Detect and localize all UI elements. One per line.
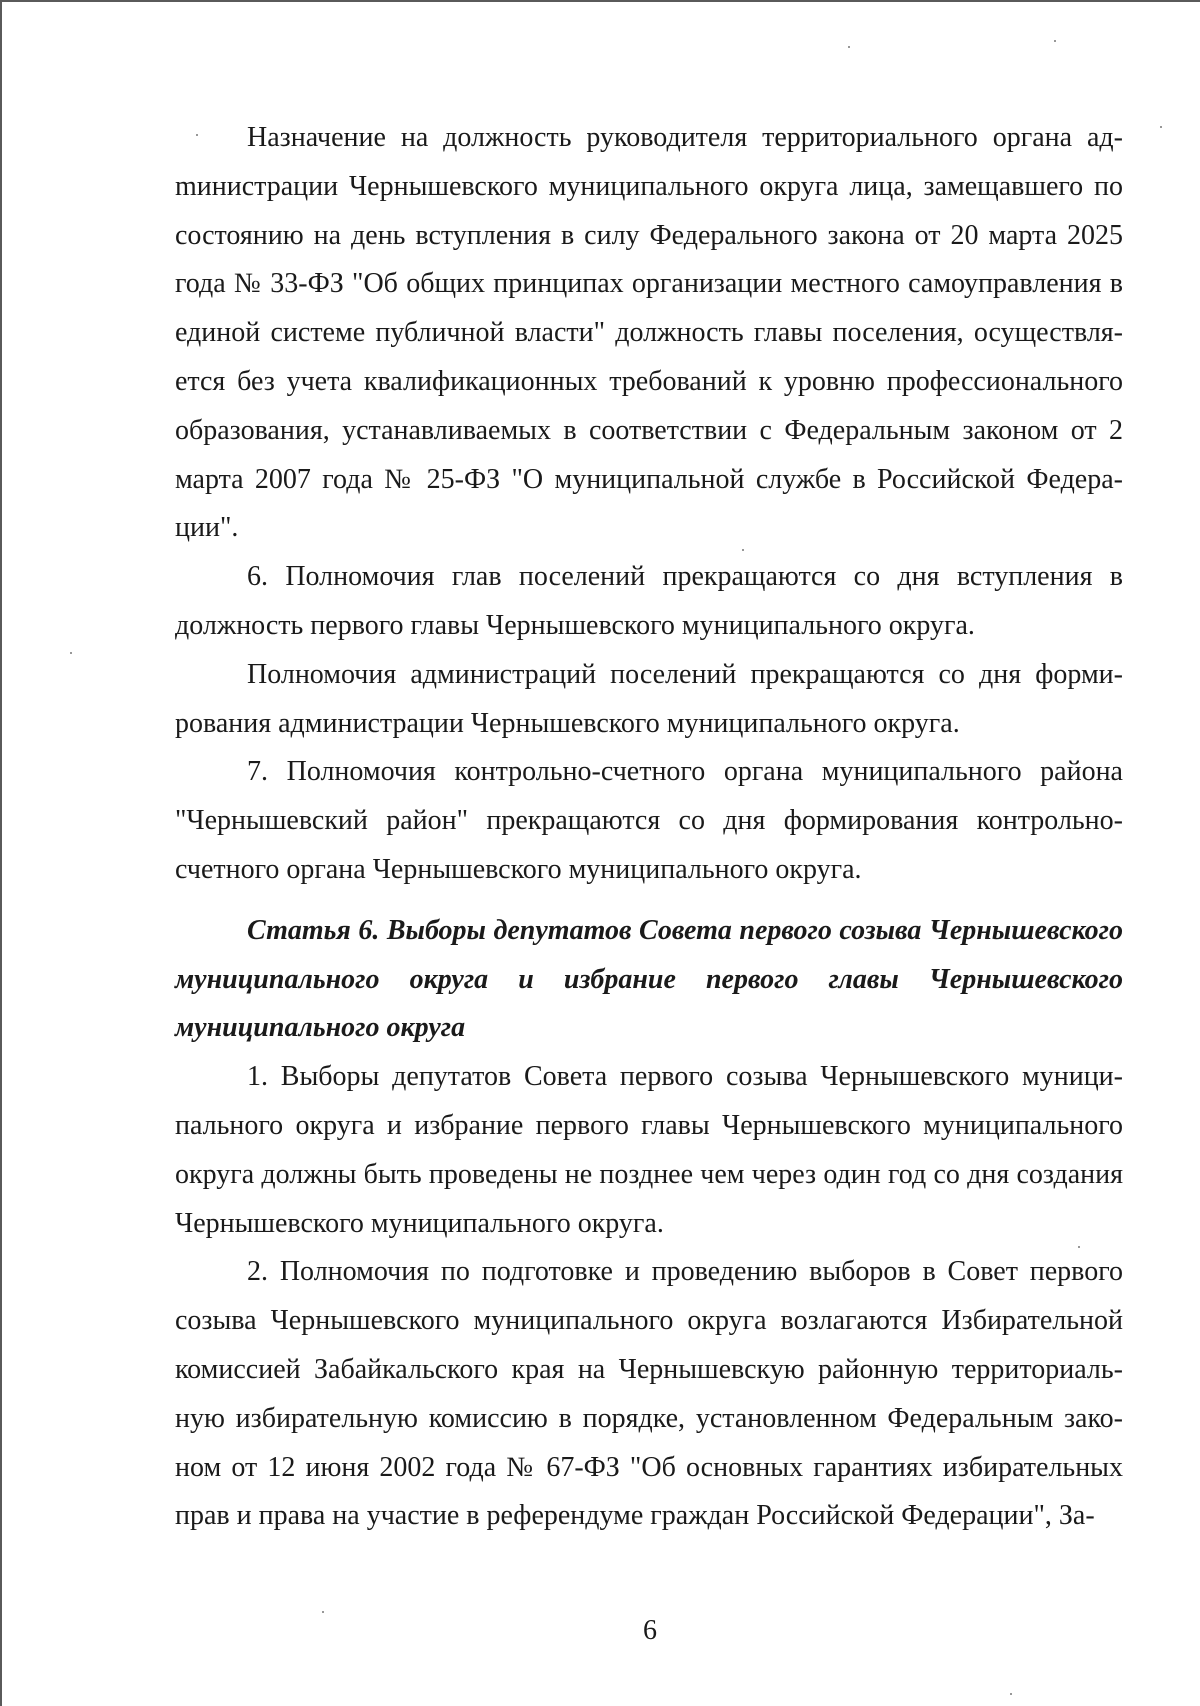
paragraph-item-7: 7. Полномочия контрольно-счетного органа муниципального района "Чернышевский район" прекращаются со дня формирования контрольно-счетного органа Чернышевского муниципального округа. <box>175 756 1123 885</box>
article-6-paragraph-1: 1. Выборы депутатов Совета первого созыва Чернышевского муниципального округа и избрание первого главы Чернышевского муниципального округа должны быть проведены не позднее чем через один год со дня создания Чернышевского муниципального округа. <box>175 1061 1123 1239</box>
paragraph-item-6: 6. Полномочия глав поселений прекращаются со дня вступления в должность первого главы Чернышевского муниципального округа. <box>175 561 1123 641</box>
scan-speck <box>70 652 72 654</box>
paragraph-appointment: Назначение на должность руководителя территориального органа адmинистрации Чернышевского муниципального округа лица, замещавшего по состоянию на день вступления в силу Федерального закона от 20 марта 2025 года № 33-ФЗ "Об общих принципах организации местного самоуправления в единой системе публичной власти" должность главы поселения, осуществляется без учета квалификационных требований к уровню профессионального образования, устанавливаемых в соответствии с Федеральным законом от 2 марта 2007 года № 25-ФЗ "О муниципальной службе в Российской Федерации". <box>175 122 1123 544</box>
article-6-paragraph-2: 2. Полномочия по подготовке и проведению выборов в Совет первого созыва Чернышевского муниципального округа возлагаются Избирательной комиссией Забайкальского края на Чернышевскую районную территориальную избирательную комиссию в порядке, установленном Федеральным законом от 12 июня 2002 года № 67-ФЗ "Об основных гарантиях избирательных прав и права на участие в референдуме граждан Российской Федерации", За- <box>175 1256 1123 1532</box>
article-6-heading: Статья 6. Выборы депутатов Совета первого созыва Чернышевского муниципального округа и избрание первого главы Чернышевского муниципального округа <box>175 914 1123 1044</box>
page-number: 6 <box>643 1615 657 1646</box>
scan-speck <box>1160 126 1162 128</box>
scan-speck <box>1078 1246 1080 1248</box>
scan-speck <box>1010 1693 1012 1695</box>
document-body <box>175 114 1123 1541</box>
scan-speck <box>742 549 744 551</box>
scan-speck <box>1054 40 1056 42</box>
scan-speck <box>322 1611 324 1613</box>
scan-speck <box>848 46 850 48</box>
paragraph-administrations: Полномочия администраций поселений прекращаются со дня формирования администрации Чернышевского муниципального округа. <box>175 658 1123 739</box>
scan-speck <box>196 134 198 136</box>
